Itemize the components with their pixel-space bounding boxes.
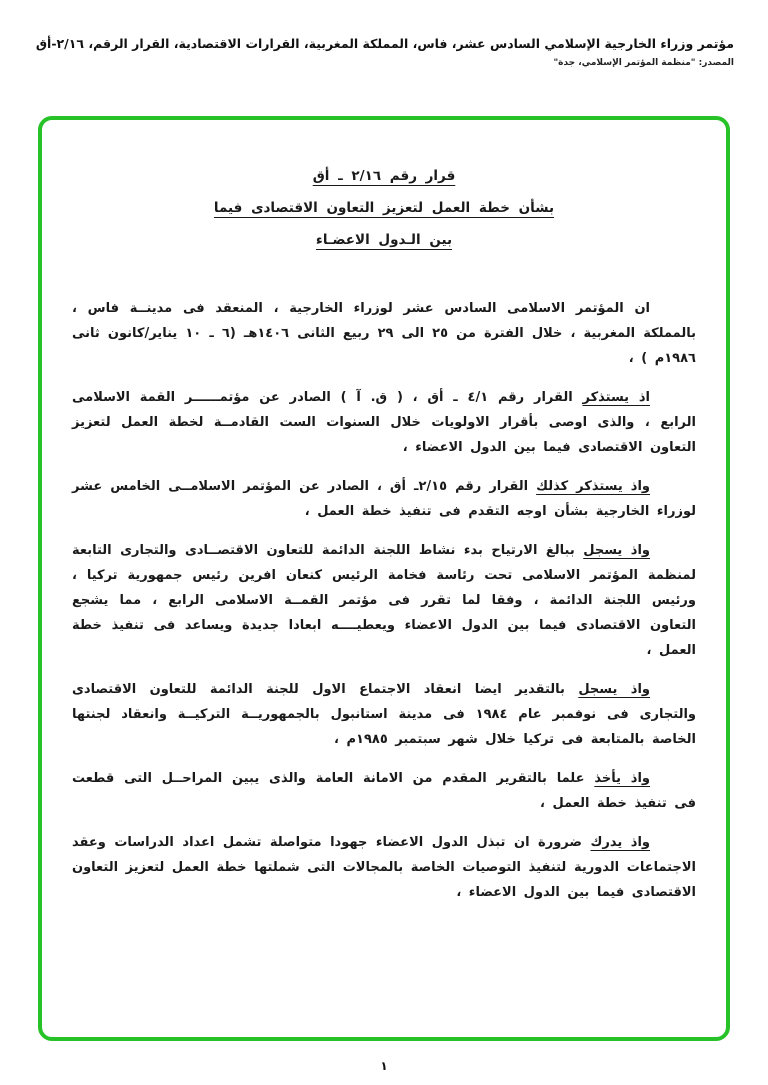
paragraph-lead: واذ يسجل [578,682,650,697]
paragraph-recall-2 [72,474,696,524]
paragraph-lead: واذ يسجل [583,543,650,558]
header-source [34,58,734,68]
source-value: "منظمة المؤتمر الإسلامي، جدة" [553,58,696,68]
scanned-document-frame [38,116,730,1041]
paragraph-notes-2 [72,677,696,752]
paragraph-text: بالتقدير ايضا انعقاد الاجتماع الاول للجنة الدائمة للتعاون الاقتصادى والتجارى فى نوفمبر عام ١٩٨٤ فى مدينة استانبول بالجمهوريــة التركيــة وانعقاد لجنتها الخاصة بالمتابعة فى تركيا خلال شهر سبتمبر ١٩٨٥م ، [72,682,696,747]
title-line-2: بشأن خطة العمل لتعزيز التعاون الاقتصادى فيما [213,200,555,216]
title-line-1: قرار رقم ٢/١٦ ـ أق [312,168,456,184]
paragraph-takes-note [72,766,696,816]
source-label: المصدر: [698,58,734,68]
paragraph-lead: واذ يأخذ [594,771,651,786]
page-number: ١ [380,1059,388,1073]
header-citation: مؤتمر وزراء الخارجية الإسلامي السادس عشر، فاس، المملكة المغربية، القرارات الاقتصادية، القرار الرقم، ٢/١٦-أق [35,36,734,51]
resolution-body [72,296,696,905]
resolution-title [72,160,696,256]
paragraph-lead: اذ يستذكر [582,390,650,405]
paragraph-text: علما بالتقرير المقدم من الامانة العامة والذى يبين المراحــل التى قطعت فى تنفيذ خطة العمل ، [72,771,696,811]
paragraph-lead: واذ يستذكر كذلك [536,479,651,494]
paragraph-text: القرار رقم ٢/١٥ـ أق ، الصادر عن المؤتمر الاسلامــى الخامس عشر لوزراء الخارجية بشأن اوجه التقدم فى تنفيذ خطة العمل ، [72,479,696,519]
paragraph-text: القرار رقم ٤/١ ـ أق ، ( ق. آ ) الصادر عن مؤتمــــــر القمة الاسلامى الرابع ، والذى اوصى بأقرار الاولويات خلال السنوات الست القادمــة لخطة العمل لتعزيز التعاون الاقتصادى فيما بين الدول الاعضاء ، [72,390,696,455]
document-header [34,36,734,68]
paragraph-recall-1 [72,385,696,460]
paragraph-lead: واذ يدرك [590,835,650,850]
paragraph-recognizes [72,830,696,905]
paragraph-notes-1 [72,538,696,663]
title-line-3: بين الـدول الاعضـاء [315,232,453,248]
paragraph-text: ببالغ الارتياح بدء نشاط اللجنة الدائمة للتعاون الاقتصــادى والتجارى التابعة لمنظمة المؤتمر الاسلامى تحت رئاسة فخامة الرئيس كنعان افرين رئيس جمهورية تركيا ، ورئيس اللجنة الدائمة ، وفقا لما تقرر فى مؤتمر القمــة الاسلامى الرابع ، مما يشجع التعاون الاقتصادى فيما بين الدول الاعضاء ويعطيــــه ابعادا جديدة ويساعد فى تنفيذ خطة العمل ، [72,543,696,658]
paragraph-preamble [72,296,696,371]
paragraph-text: ان المؤتمر الاسلامى السادس عشر لوزراء الخارجية ، المنعقد فى مدينــة فاس ، بالمملكة المغربية ، خلال الفترة من ٢٥ الى ٢٩ ربيع الثانى ١٤٠٦هـ (٦ ـ ١٠ يناير/كانون ثانى ١٩٨٦م ) ، [72,301,697,366]
paragraph-text: ضرورة ان تبذل الدول الاعضاء جهودا متواصلة تشمل اعداد الدراسات وعقد الاجتماعات الدورية لتنفيذ التوصيات الخاصة بالمجالات التى شملتها خطة العمل لتعزيز التعاون الاقتصادى فيما بين الدول الاعضاء ، [72,835,696,900]
